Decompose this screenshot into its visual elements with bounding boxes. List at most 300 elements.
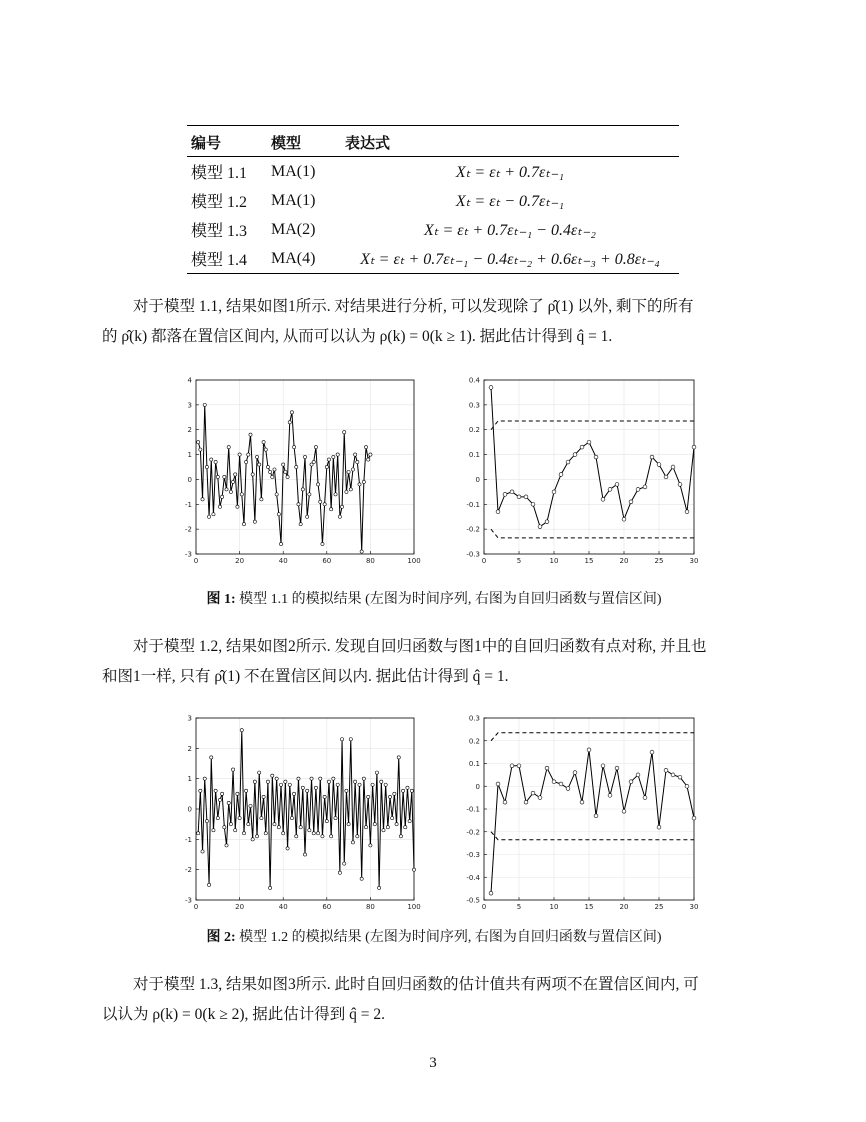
- data-point: [608, 487, 612, 491]
- data-point: [524, 495, 528, 499]
- data-point: [367, 458, 370, 461]
- data-point: [384, 783, 387, 786]
- y-tick-label: 0.2: [468, 737, 480, 746]
- data-point: [406, 786, 409, 789]
- data-point: [650, 455, 654, 459]
- data-point: [319, 500, 322, 503]
- data-point: [303, 853, 306, 856]
- data-point: [282, 463, 285, 466]
- data-point: [351, 841, 354, 844]
- data-point: [258, 771, 261, 774]
- data-point: [538, 796, 542, 800]
- data-point: [399, 835, 402, 838]
- paragraph-model-1-3: [102, 970, 766, 1030]
- data-point: [408, 820, 411, 823]
- data-point: [356, 460, 359, 463]
- data-point: [671, 465, 675, 469]
- y-tick-label: 0: [475, 782, 480, 791]
- data-point: [338, 871, 341, 874]
- data-point: [225, 844, 228, 847]
- data-point: [552, 780, 556, 784]
- data-point: [203, 777, 206, 780]
- data-point: [330, 835, 333, 838]
- row-id: 模型 1.4: [191, 252, 248, 269]
- data-point: [360, 550, 363, 553]
- x-tick-label: 25: [654, 557, 664, 565]
- figure-1-caption: [102, 588, 766, 608]
- data-point: [386, 826, 389, 829]
- row-expression: Xₜ = εₜ + 0.7εₜ₋₁ − 0.4εₜ₋₂: [424, 221, 596, 239]
- data-point: [524, 800, 528, 804]
- caption-label: 图 1:: [206, 592, 236, 607]
- confidence-lower-line: [491, 832, 694, 840]
- data-point: [388, 795, 391, 798]
- figure-2: [170, 712, 700, 912]
- data-point: [327, 458, 330, 461]
- data-point: [221, 495, 224, 498]
- data-point: [284, 470, 287, 473]
- data-point: [552, 490, 556, 494]
- x-tick-label: 20: [235, 903, 245, 911]
- x-tick-label: 15: [584, 903, 594, 911]
- data-point: [489, 891, 493, 895]
- data-point: [325, 465, 328, 468]
- data-point: [362, 777, 365, 780]
- data-point: [314, 446, 317, 449]
- y-tick-label: -0.4: [466, 873, 480, 882]
- y-tick-label: 2: [187, 744, 192, 753]
- data-point: [288, 421, 291, 424]
- data-point: [354, 780, 357, 783]
- data-point: [251, 473, 254, 476]
- paragraph-line: 对于模型 1.1, 结果如图1所示. 对结果进行分析, 可以发现除了 ρ̂(1) 以外, 剩下的所有: [133, 298, 694, 315]
- data-point: [231, 480, 234, 483]
- data-point: [692, 445, 696, 449]
- page-number: 3: [429, 1055, 437, 1071]
- data-point: [362, 480, 365, 483]
- data-point: [279, 542, 282, 545]
- data-point: [349, 488, 352, 491]
- confidence-upper-line: [491, 733, 694, 741]
- data-point: [273, 823, 276, 826]
- data-point: [636, 773, 640, 777]
- x-tick-label: 30: [689, 903, 699, 911]
- data-point: [510, 490, 514, 494]
- table-header-row: [187, 126, 679, 157]
- data-point: [236, 792, 239, 795]
- paragraph-line: 以认为 ρ(k) = 0(k ≥ 2), 据此估计得到 q̂ = 2.: [102, 1006, 385, 1023]
- data-point: [245, 789, 248, 792]
- data-point: [404, 826, 407, 829]
- caption-text: 模型 1.2 的模拟结果 (左图为时间序列, 右图为自回归函数与置信区间): [239, 930, 662, 945]
- data-point: [197, 832, 200, 835]
- data-point: [249, 804, 252, 807]
- y-tick-label: 0: [187, 805, 192, 814]
- data-point: [286, 847, 289, 850]
- data-point: [236, 505, 239, 508]
- data-point: [286, 475, 289, 478]
- data-point: [517, 495, 521, 499]
- data-point: [282, 832, 285, 835]
- paragraph-line: 对于模型 1.2, 结果如图2所示. 发现自回归函数与图1中的自回归函数有点对称, 并且也: [133, 638, 707, 655]
- data-point: [594, 814, 598, 818]
- data-point: [336, 783, 339, 786]
- y-tick-label: 3: [187, 714, 192, 723]
- row-model: MA(1): [271, 162, 316, 180]
- y-tick-label: 0.1: [468, 451, 480, 460]
- data-point: [229, 823, 232, 826]
- data-point: [692, 816, 696, 820]
- data-point: [629, 780, 633, 784]
- data-point: [290, 411, 293, 414]
- y-tick-label: -0.2: [466, 525, 480, 534]
- data-point: [247, 453, 250, 456]
- fig2-time-series-plot: [185, 715, 421, 912]
- data-point: [580, 800, 584, 804]
- data-point: [601, 764, 605, 768]
- data-point: [566, 787, 570, 791]
- data-point: [312, 460, 315, 463]
- data-point: [358, 483, 361, 486]
- data-point: [369, 453, 372, 456]
- row-id: 模型 1.1: [191, 165, 248, 182]
- data-point: [559, 473, 563, 477]
- data-point: [369, 844, 372, 847]
- data-point: [395, 823, 398, 826]
- data-point: [375, 771, 378, 774]
- row-model: MA(4): [271, 249, 316, 267]
- figure-1: [170, 374, 700, 574]
- data-point: [531, 502, 535, 506]
- paragraph-line: 和图1一样, 只有 ρ̂(1) 不在置信区间以内. 据此估计得到 q̂ = 1.: [102, 668, 509, 685]
- row-model: MA(2): [271, 220, 316, 238]
- data-point: [323, 503, 326, 506]
- data-point: [580, 445, 584, 449]
- x-tick-label: 0: [481, 557, 487, 565]
- data-point: [496, 782, 500, 786]
- data-point: [573, 771, 577, 775]
- data-point: [545, 520, 549, 524]
- data-point: [223, 826, 226, 829]
- data-point: [360, 877, 363, 880]
- table-row: [187, 186, 679, 215]
- data-point: [496, 510, 500, 514]
- header-model: 模型: [271, 134, 302, 152]
- data-point: [345, 490, 348, 493]
- x-tick-label: 15: [584, 557, 594, 565]
- data-point: [685, 510, 689, 514]
- y-tick-label: -2: [185, 525, 192, 534]
- data-point: [277, 826, 280, 829]
- data-point: [234, 473, 237, 476]
- data-point: [671, 773, 675, 777]
- confidence-upper-line: [491, 421, 694, 430]
- paragraph-line: 对于模型 1.3, 结果如图3所示. 此时自回归函数的估计值共有两项不在置信区间内, 可: [133, 976, 699, 993]
- data-point: [266, 780, 269, 783]
- table-row: [187, 244, 679, 274]
- y-tick-label: 0: [475, 475, 480, 484]
- caption-label: 图 2:: [206, 930, 236, 945]
- data-point: [275, 777, 278, 780]
- data-point: [332, 455, 335, 458]
- data-point: [316, 483, 319, 486]
- data-point: [373, 823, 376, 826]
- row-id: 模型 1.3: [191, 223, 248, 240]
- data-point: [197, 441, 200, 444]
- x-tick-label: 80: [365, 903, 375, 911]
- x-tick-label: 60: [322, 557, 332, 565]
- data-point: [314, 786, 317, 789]
- data-point: [288, 783, 291, 786]
- data-point: [253, 780, 256, 783]
- data-point: [643, 796, 647, 800]
- data-point: [269, 470, 272, 473]
- x-tick-label: 40: [278, 557, 288, 565]
- data-point: [354, 453, 357, 456]
- data-point: [284, 780, 287, 783]
- y-tick-label: 0.1: [468, 760, 480, 768]
- data-point: [321, 542, 324, 545]
- data-point: [517, 764, 521, 768]
- y-tick-label: 3: [187, 401, 192, 410]
- data-point: [216, 475, 219, 478]
- data-point: [227, 446, 230, 449]
- data-point: [255, 455, 258, 458]
- data-point: [306, 515, 309, 518]
- row-expression: Xₜ = εₜ + 0.7εₜ₋₁: [455, 163, 565, 181]
- data-point: [343, 431, 346, 434]
- data-point: [301, 488, 304, 491]
- data-point: [277, 513, 280, 516]
- data-point: [391, 817, 394, 820]
- y-tick-label: -3: [185, 896, 192, 905]
- data-point: [266, 465, 269, 468]
- y-tick-label: -3: [185, 550, 192, 559]
- data-point: [199, 448, 202, 451]
- data-point: [347, 823, 350, 826]
- data-point: [538, 525, 542, 529]
- data-point: [327, 780, 330, 783]
- data-point: [238, 453, 241, 456]
- confidence-lower-line: [491, 529, 694, 538]
- y-tick-label: -0.3: [466, 851, 480, 859]
- x-tick-label: 5: [516, 557, 522, 565]
- data-point: [364, 446, 367, 449]
- data-point: [345, 789, 348, 792]
- header-id: 编号: [191, 134, 222, 152]
- data-point: [334, 493, 337, 496]
- data-point: [340, 505, 343, 508]
- data-point: [657, 825, 661, 829]
- data-point: [234, 829, 237, 832]
- data-point: [685, 784, 689, 788]
- data-point: [636, 487, 640, 491]
- data-point: [251, 838, 254, 841]
- data-point: [308, 829, 311, 832]
- data-point: [218, 798, 221, 801]
- data-point: [340, 738, 343, 741]
- x-tick-label: 20: [619, 903, 629, 911]
- data-point: [378, 886, 381, 889]
- data-point: [334, 817, 337, 820]
- y-tick-label: 0.4: [468, 376, 480, 385]
- y-tick-label: 0.3: [468, 401, 480, 410]
- data-point: [332, 777, 335, 780]
- data-point: [531, 791, 535, 795]
- data-point: [297, 503, 300, 506]
- data-point: [299, 523, 302, 526]
- data-point: [303, 455, 306, 458]
- data-point: [336, 453, 339, 456]
- caption-text: 模型 1.1 的模拟结果 (左图为时间序列, 右图为自回归函数与置信区间): [239, 592, 662, 607]
- data-point: [319, 777, 322, 780]
- x-tick-label: 10: [549, 557, 559, 565]
- data-point: [364, 826, 367, 829]
- data-point: [382, 829, 385, 832]
- data-point: [201, 850, 204, 853]
- data-point: [212, 829, 215, 832]
- data-point: [262, 441, 265, 444]
- data-point: [199, 789, 202, 792]
- data-point: [629, 500, 633, 504]
- data-point: [301, 786, 304, 789]
- data-point: [358, 783, 361, 786]
- data-point: [255, 835, 258, 838]
- data-point: [321, 835, 324, 838]
- data-point: [290, 817, 293, 820]
- y-tick-label: -1: [185, 835, 192, 844]
- data-point: [297, 777, 300, 780]
- data-point: [657, 463, 661, 467]
- fig2-acf-plot: [466, 715, 698, 912]
- data-point: [601, 497, 605, 501]
- y-tick-label: 0: [187, 475, 192, 484]
- y-tick-label: -0.3: [466, 550, 480, 559]
- data-point: [615, 483, 619, 487]
- data-point: [643, 485, 647, 489]
- data-point: [212, 513, 215, 516]
- x-tick-label: 100: [407, 903, 421, 911]
- data-point: [271, 475, 274, 478]
- data-point: [367, 795, 370, 798]
- data-point: [316, 832, 319, 835]
- data-point: [240, 729, 243, 732]
- data-point: [349, 738, 352, 741]
- data-point: [545, 766, 549, 770]
- data-point: [262, 795, 265, 798]
- y-tick-label: 1: [187, 775, 192, 784]
- data-point: [371, 783, 374, 786]
- data-point: [299, 826, 302, 829]
- x-tick-label: 0: [481, 903, 487, 911]
- model-table: [187, 125, 679, 274]
- data-point: [343, 862, 346, 865]
- y-tick-label: 1: [187, 451, 192, 460]
- series-line: [491, 387, 694, 526]
- paragraph-line: 的 ρ̂(k) 都落在置信区间内, 从而可以认为 ρ(k) = 0(k ≥ 1). 据此估计得到 q̂ = 1.: [102, 328, 613, 345]
- data-point: [608, 793, 612, 797]
- data-point: [253, 520, 256, 523]
- data-point: [489, 386, 493, 390]
- y-tick-label: -2: [185, 866, 192, 875]
- y-tick-label: 2: [187, 426, 192, 435]
- data-point: [397, 756, 400, 759]
- data-point: [216, 817, 219, 820]
- data-point: [207, 515, 210, 518]
- data-point: [678, 483, 682, 487]
- x-tick-label: 5: [516, 903, 522, 911]
- x-tick-label: 100: [407, 557, 421, 565]
- fig1-time-series-plot: [185, 377, 421, 566]
- data-point: [678, 775, 682, 779]
- y-tick-label: -0.1: [466, 500, 480, 509]
- data-point: [264, 832, 267, 835]
- data-point: [664, 768, 668, 772]
- data-point: [227, 801, 230, 804]
- x-tick-label: 60: [322, 903, 332, 911]
- y-tick-label: 4: [187, 376, 192, 385]
- data-point: [223, 475, 226, 478]
- data-point: [249, 433, 252, 436]
- data-point: [275, 493, 278, 496]
- data-point: [240, 493, 243, 496]
- y-tick-label: -0.5: [466, 896, 480, 905]
- data-point: [615, 766, 619, 770]
- data-point: [510, 764, 514, 768]
- data-point: [229, 490, 232, 493]
- series-line: [491, 750, 694, 893]
- x-tick-label: 25: [654, 903, 664, 911]
- data-point: [503, 492, 507, 496]
- data-point: [225, 488, 228, 491]
- x-tick-label: 0: [193, 557, 199, 565]
- y-tick-label: 0.2: [468, 426, 480, 435]
- data-point: [594, 455, 598, 459]
- row-model: MA(1): [271, 191, 316, 209]
- paragraph-model-1-1: [102, 292, 766, 352]
- data-point: [622, 809, 626, 813]
- table-row: [187, 215, 679, 244]
- data-point: [356, 835, 359, 838]
- data-point: [306, 789, 309, 792]
- data-point: [203, 403, 206, 406]
- row-id: 模型 1.2: [191, 194, 248, 211]
- figure-2-caption: [102, 926, 766, 946]
- data-point: [293, 446, 296, 449]
- data-point: [279, 783, 282, 786]
- x-tick-label: 30: [689, 557, 699, 565]
- data-point: [205, 465, 208, 468]
- paragraph-model-1-2: [102, 632, 766, 692]
- y-tick-label: -0.2: [466, 828, 480, 837]
- data-point: [330, 508, 333, 511]
- data-point: [273, 468, 276, 471]
- data-point: [587, 440, 591, 444]
- data-point: [271, 774, 274, 777]
- x-tick-label: 20: [619, 557, 629, 565]
- data-point: [650, 750, 654, 754]
- data-point: [260, 498, 263, 501]
- data-point: [258, 463, 261, 466]
- data-point: [218, 505, 221, 508]
- data-point: [573, 453, 577, 457]
- y-tick-label: 0.3: [468, 714, 480, 723]
- data-point: [338, 515, 341, 518]
- y-tick-label: -1: [185, 500, 192, 509]
- data-point: [293, 792, 296, 795]
- data-point: [310, 777, 313, 780]
- data-point: [205, 820, 208, 823]
